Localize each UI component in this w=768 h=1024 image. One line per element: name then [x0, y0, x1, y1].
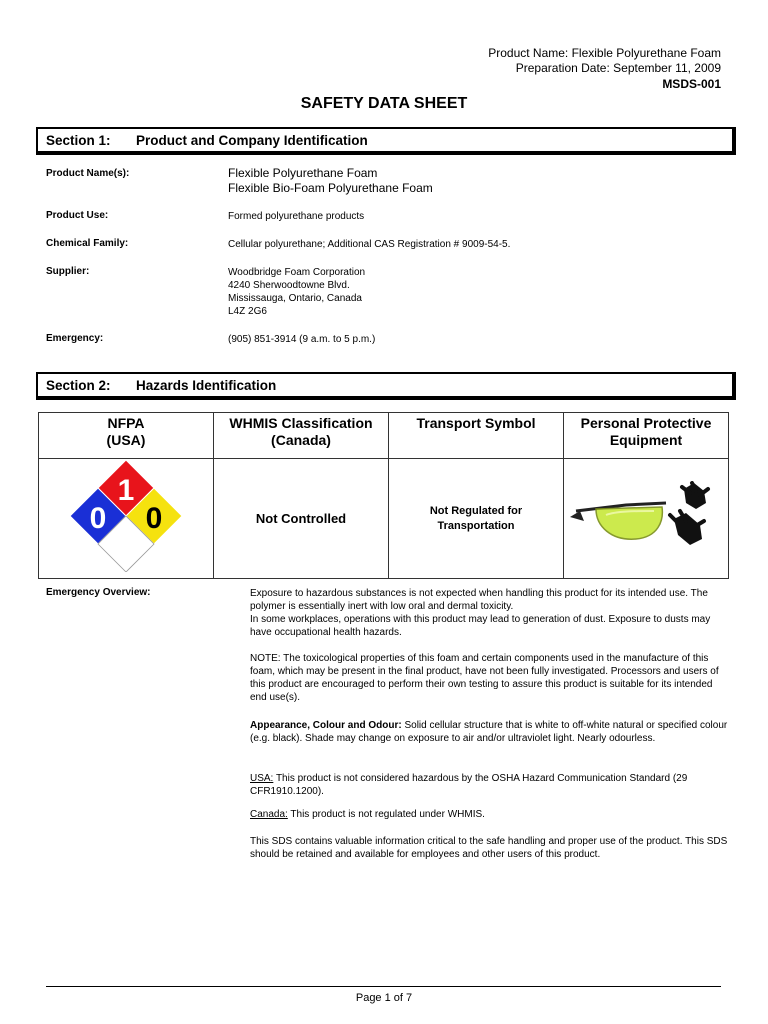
nfpa-diamond-icon — [70, 460, 182, 572]
chemical-family-value: Cellular polyurethane; Additional CAS Registration # 9009-54-5. — [228, 239, 511, 250]
transport-header-line-1: Transport Symbol — [416, 415, 536, 431]
safety-glasses-icon — [570, 503, 666, 539]
supplier-line-1: Woodbridge Foam Corporation — [228, 267, 366, 278]
product-name-2: Flexible Bio-Foam Polyurethane Foam — [228, 181, 433, 195]
section-1-number: Section 1: — [46, 133, 111, 148]
canada-heading: Canada: — [250, 809, 288, 820]
nfpa-header — [39, 413, 214, 459]
nfpa-header-line-1: NFPA — [107, 415, 145, 431]
overview-paragraph-1 — [250, 587, 730, 639]
ppe-cell — [564, 459, 729, 579]
whmis-header-line-1: WHMIS Classification — [229, 415, 373, 431]
nfpa-health-rating: 0 — [89, 502, 107, 535]
ppe-header — [564, 413, 729, 459]
product-use-label: Product Use: — [46, 210, 109, 221]
emergency-value: (905) 851-3914 (9 a.m. to 5 p.m.) — [228, 334, 376, 345]
emergency-overview-label: Emergency Overview: — [46, 587, 151, 598]
nfpa-header-line-2: (USA) — [106, 432, 146, 448]
gloves-icon — [670, 483, 708, 545]
overview-p1b: In some workplaces, operations with this product may lead to generation of dust. Exposure to dusts may have occupational health hazards. — [250, 614, 711, 638]
transport-line-1: Not Regulated for — [429, 504, 523, 517]
product-names-label: Product Name(s): — [46, 168, 130, 179]
section-2-number: Section 2: — [46, 378, 111, 393]
product-names-value — [228, 166, 433, 196]
usa-heading: USA: — [250, 773, 274, 784]
whmis-cell — [214, 459, 389, 579]
transport-line-2: Transportation — [437, 519, 515, 532]
supplier-line-4: L4Z 2G6 — [228, 306, 267, 317]
hazard-table — [38, 412, 729, 579]
supplier-line-2: 4240 Sherwoodtowne Blvd. — [228, 280, 350, 291]
whmis-classification: Not Controlled — [255, 510, 347, 526]
footer-rule — [46, 986, 721, 987]
product-name-1: Flexible Polyurethane Foam — [228, 166, 378, 180]
usa-text: This product is not considered hazardous by the OSHA Hazard Communication Standard (29 CFR1910.1200). — [250, 773, 688, 797]
section-1-header — [36, 127, 736, 155]
emergency-label: Emergency: — [46, 333, 104, 344]
overview-usa — [250, 772, 730, 798]
transport-cell — [389, 459, 564, 579]
chemical-family-label: Chemical Family: — [46, 238, 129, 249]
overview-appearance — [250, 719, 730, 745]
overview-canada — [250, 808, 730, 821]
supplier-value — [228, 266, 365, 318]
canada-text: This product is not regulated under WHMIS. — [287, 809, 485, 820]
overview-p1: Exposure to hazardous substances is not expected when handling this product for its intended use. The polymer is essentially inert with low oral and dermal toxicity. — [250, 588, 708, 612]
document-title: SAFETY DATA SHEET — [300, 95, 468, 112]
transport-header — [389, 413, 564, 459]
overview-note: NOTE: The toxicological properties of this foam and certain components used in the manufacture of this foam, which may be present in the final product, have not been fully investigated. Processors and users of this product are encouraged to perform their own testing to assure this product is suitable for its intended end use(s). — [250, 653, 719, 703]
supplier-line-3: Mississauga, Ontario, Canada — [228, 293, 362, 304]
section-2-title: Hazards Identification — [136, 378, 277, 393]
whmis-header — [214, 413, 389, 459]
appearance-heading: Appearance, Colour and Odour: — [250, 720, 402, 731]
overview-sds-notice: This SDS contains valuable information critical to the safe handling and proper use of the product. This SDS should be retained and available for employees and other users of this product. — [250, 836, 728, 860]
ppe-header-line-1: Personal Protective — [580, 415, 712, 431]
nfpa-reactivity-rating: 0 — [145, 502, 163, 535]
product-use-value: Formed polyurethane products — [228, 211, 365, 222]
header-msds-number: MSDS-001 — [662, 77, 721, 91]
section-1-title: Product and Company Identification — [136, 133, 368, 148]
appearance-text: Solid cellular structure that is white to off-white natural or specified colour (e.g. black). Shade may change on exposure to air and/or ultraviolet light. Nearly odourless. — [250, 720, 728, 744]
header-prep-date: Preparation Date: September 11, 2009 — [515, 61, 721, 75]
nfpa-cell — [39, 459, 214, 579]
nfpa-flammability-rating: 1 — [117, 474, 135, 507]
header-product-name: Product Name: Flexible Polyurethane Foam — [488, 46, 721, 60]
ppe-icons — [566, 481, 726, 551]
whmis-header-line-2: (Canada) — [271, 432, 331, 448]
supplier-label: Supplier: — [46, 266, 90, 277]
page-number: Page 1 of 7 — [355, 992, 413, 1004]
section-2-header — [36, 372, 736, 400]
ppe-header-line-2: Equipment — [609, 432, 683, 448]
